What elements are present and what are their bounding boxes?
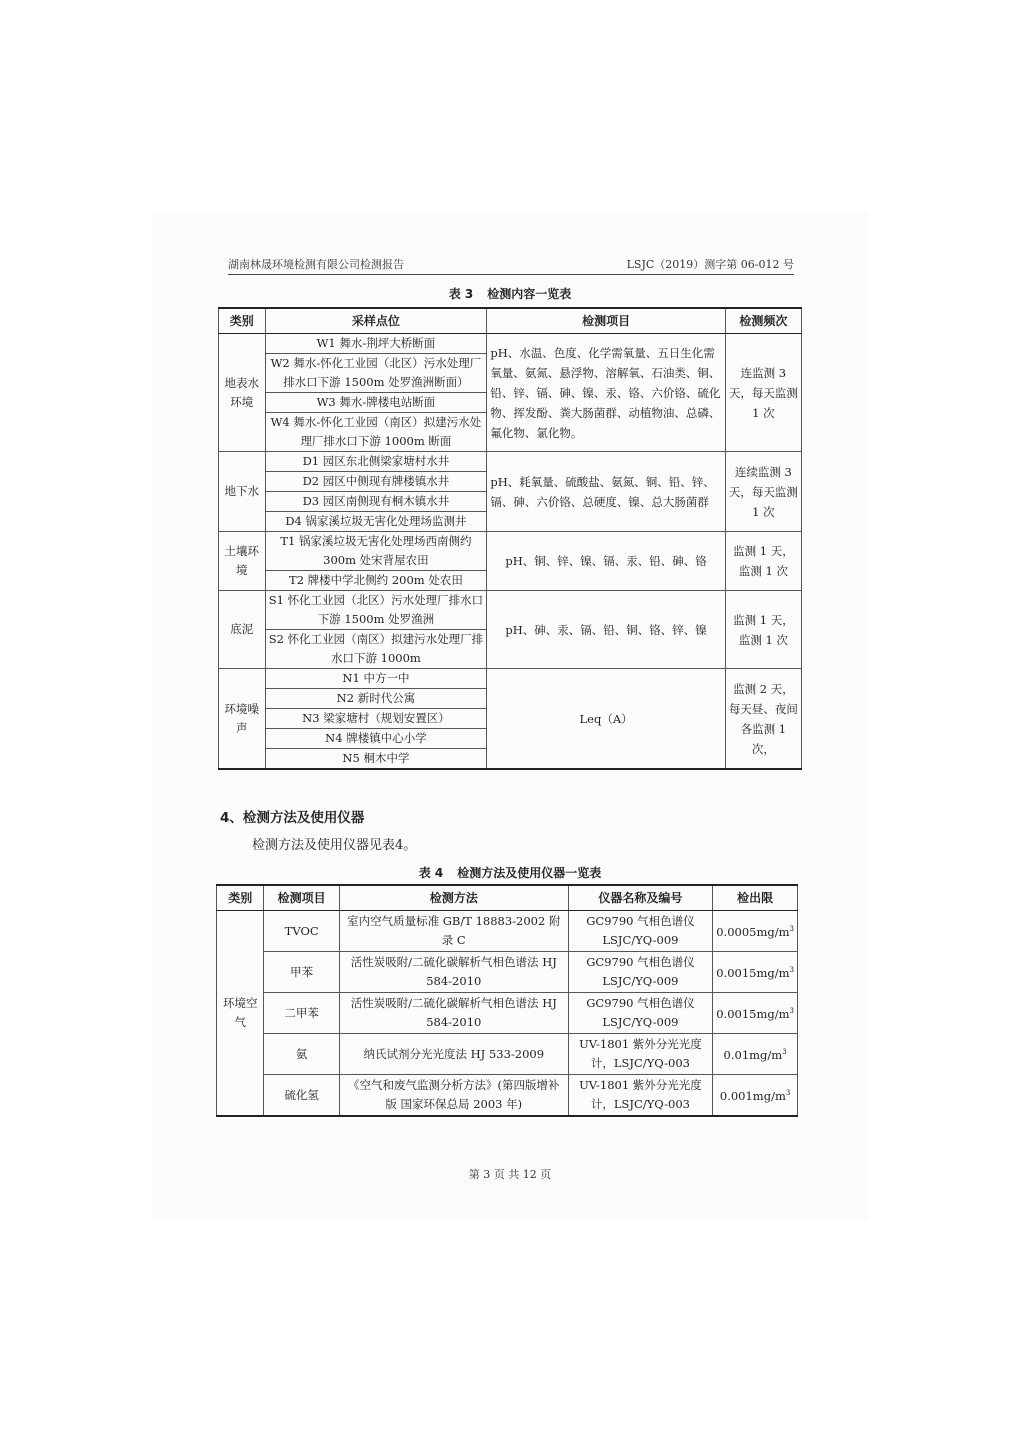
site-cell: N5 桐木中学	[265, 749, 487, 770]
items-cell: pH、水温、色度、化学需氧量、五日生化需氧量、氨氮、悬浮物、溶解氧、石油类、铜、铅、锌、镉、砷、镍、汞、铬、六价铬、硫化物、挥发酚、粪大肠菌群、动植物油、总磷、氟化物、氯化物。	[487, 334, 725, 452]
method-cell: 纳氏试剂分光光度法 HJ 533-2009	[339, 1034, 568, 1075]
limit-value: 0.0005mg/m	[716, 924, 790, 939]
col-header-frequency: 检测频次	[725, 308, 801, 334]
page-footer: 第 3 页 共 12 页	[468, 1168, 552, 1181]
frequency-cell: 监测 1 天，监测 1 次	[725, 532, 801, 591]
table4-caption	[218, 864, 802, 881]
col-header-items: 检测项目	[487, 308, 725, 334]
table4-caption-title: 检测方法及使用仪器一览表	[457, 866, 602, 880]
table-row	[219, 532, 802, 571]
col-header-category: 类别	[217, 885, 264, 911]
item-cell: 甲苯	[264, 952, 339, 993]
table3-caption-number: 表 3	[448, 287, 474, 301]
category-cell: 地表水环境	[219, 334, 266, 452]
table-row	[219, 669, 802, 689]
table3-caption	[218, 285, 802, 302]
table3-caption-title: 检测内容一览表	[487, 287, 572, 301]
method-cell: 室内空气质量标准 GB/T 18883-2002 附录 C	[339, 911, 568, 952]
instrument-cell: UV-1801 紫外分光光度计，LSJC/YQ-003	[568, 1034, 713, 1075]
table-row	[217, 952, 798, 993]
limit-cell	[713, 1075, 798, 1117]
items-cell: pH、砷、汞、镉、铅、铜、铬、锌、镍	[487, 591, 725, 669]
category-cell: 底泥	[219, 591, 266, 669]
site-cell: W4 舞水-怀化工业园（南区）拟建污水处理厂排水口下游 1000m 断面	[265, 413, 487, 452]
limit-value: 0.0015mg/m	[716, 965, 790, 980]
section-heading: 4、检测方法及使用仪器	[220, 810, 365, 826]
items-cell: pH、铜、锌、镍、镉、汞、铅、砷、铬	[487, 532, 725, 591]
item-cell: 氨	[264, 1034, 339, 1075]
unit-exponent: 3	[789, 1007, 794, 1016]
table-row	[217, 1034, 798, 1075]
site-cell: T1 锅家溪垃圾无害化处理场西南侧约 300m 处宋背屋农田	[265, 532, 487, 571]
limit-value: 0.0015mg/m	[716, 1006, 790, 1021]
method-cell: 《空气和废气监测分析方法》(第四版增补版 国家环保总局 2003 年)	[339, 1075, 568, 1117]
page-header	[228, 256, 794, 275]
items-cell: Leq（A）	[487, 669, 725, 770]
table-header-row	[219, 308, 802, 334]
site-cell: N3 梁家塘村（规划安置区）	[265, 709, 487, 729]
category-cell: 地下水	[219, 452, 266, 532]
site-cell: D4 锅家溪垃圾无害化处理场监测井	[265, 512, 487, 532]
instrument-cell: GC9790 气相色谱仪 LSJC/YQ-009	[568, 993, 713, 1034]
table-row	[217, 1075, 798, 1117]
site-cell: N2 新时代公寓	[265, 689, 487, 709]
col-header-item: 检测项目	[264, 885, 339, 911]
item-cell: TVOC	[264, 911, 339, 952]
table-row	[219, 452, 802, 472]
company-name: 湖南林晟环境检测有限公司检测报告	[228, 258, 404, 271]
frequency-cell: 监测 2 天，每天昼、夜间各监测 1 次，	[725, 669, 801, 770]
limit-value: 0.01mg/m	[723, 1047, 783, 1062]
table-row	[217, 911, 798, 952]
table-row	[217, 993, 798, 1034]
frequency-cell: 监测 1 天，监测 1 次	[725, 591, 801, 669]
unit-exponent: 3	[789, 966, 794, 975]
method-cell: 活性炭吸附/二硫化碳解析气相色谱法 HJ 584-2010	[339, 952, 568, 993]
site-cell: W2 舞水-怀化工业园（北区）污水处理厂排水口下游 1500m 处罗渔洲断面）	[265, 354, 487, 393]
methods-instruments-table	[216, 884, 798, 1117]
site-cell: N4 牌楼镇中心小学	[265, 729, 487, 749]
item-cell: 硫化氢	[264, 1075, 339, 1117]
site-cell: D3 园区南侧现有桐木镇水井	[265, 492, 487, 512]
site-cell: S1 怀化工业园（北区）污水处理厂排水口下游 1500m 处罗渔洲	[265, 591, 487, 630]
limit-cell	[713, 952, 798, 993]
table-row	[219, 334, 802, 354]
site-cell: W3 舞水-牌楼电站断面	[265, 393, 487, 413]
site-cell: N1 中方一中	[265, 669, 487, 689]
col-header-instrument: 仪器名称及编号	[568, 885, 713, 911]
report-number: LSJC（2019）测字第 06-012 号	[626, 258, 794, 271]
table-row	[219, 591, 802, 630]
table-header-row	[217, 885, 798, 911]
unit-exponent: 3	[789, 925, 794, 934]
frequency-cell: 连监测 3 天，每天监测 1 次	[725, 334, 801, 452]
site-cell: D2 园区中侧现有牌楼镇水井	[265, 472, 487, 492]
category-cell: 环境空气	[217, 911, 264, 1117]
site-cell: S2 怀化工业园（南区）拟建污水处理厂排水口下游 1000m	[265, 630, 487, 669]
unit-exponent: 3	[782, 1048, 787, 1057]
site-cell: T2 牌楼中学北侧约 200m 处农田	[265, 571, 487, 591]
category-cell: 环境噪声	[219, 669, 266, 770]
limit-value: 0.001mg/m	[719, 1088, 786, 1103]
detection-content-table	[218, 307, 802, 770]
category-cell: 土壤环境	[219, 532, 266, 591]
limit-cell	[713, 911, 798, 952]
col-header-limit: 检出限	[713, 885, 798, 911]
section-paragraph: 检测方法及使用仪器见表4。	[252, 838, 417, 853]
limit-cell	[713, 1034, 798, 1075]
col-header-sampling-site: 采样点位	[265, 308, 487, 334]
site-cell: D1 园区东北侧梁家塘村水井	[265, 452, 487, 472]
items-cell: pH、耗氧量、硫酸盐、氨氮、铜、铅、锌、镉、砷、六价铬、总硬度、镍、总大肠菌群	[487, 452, 725, 532]
col-header-method: 检测方法	[339, 885, 568, 911]
item-cell: 二甲苯	[264, 993, 339, 1034]
frequency-cell: 连续监测 3 天，每天监测 1 次	[725, 452, 801, 532]
instrument-cell: GC9790 气相色谱仪 LSJC/YQ-009	[568, 952, 713, 993]
unit-exponent: 3	[785, 1089, 791, 1098]
table4-caption-number: 表 4	[418, 866, 444, 880]
site-cell: W1 舞水-荆坪大桥断面	[265, 334, 487, 354]
col-header-category: 类别	[219, 308, 266, 334]
limit-cell	[713, 993, 798, 1034]
instrument-cell: GC9790 气相色谱仪 LSJC/YQ-009	[568, 911, 713, 952]
method-cell: 活性炭吸附/二硫化碳解析气相色谱法 HJ 584-2010	[339, 993, 568, 1034]
instrument-cell: UV-1801 紫外分光光度计，LSJC/YQ-003	[568, 1075, 713, 1117]
